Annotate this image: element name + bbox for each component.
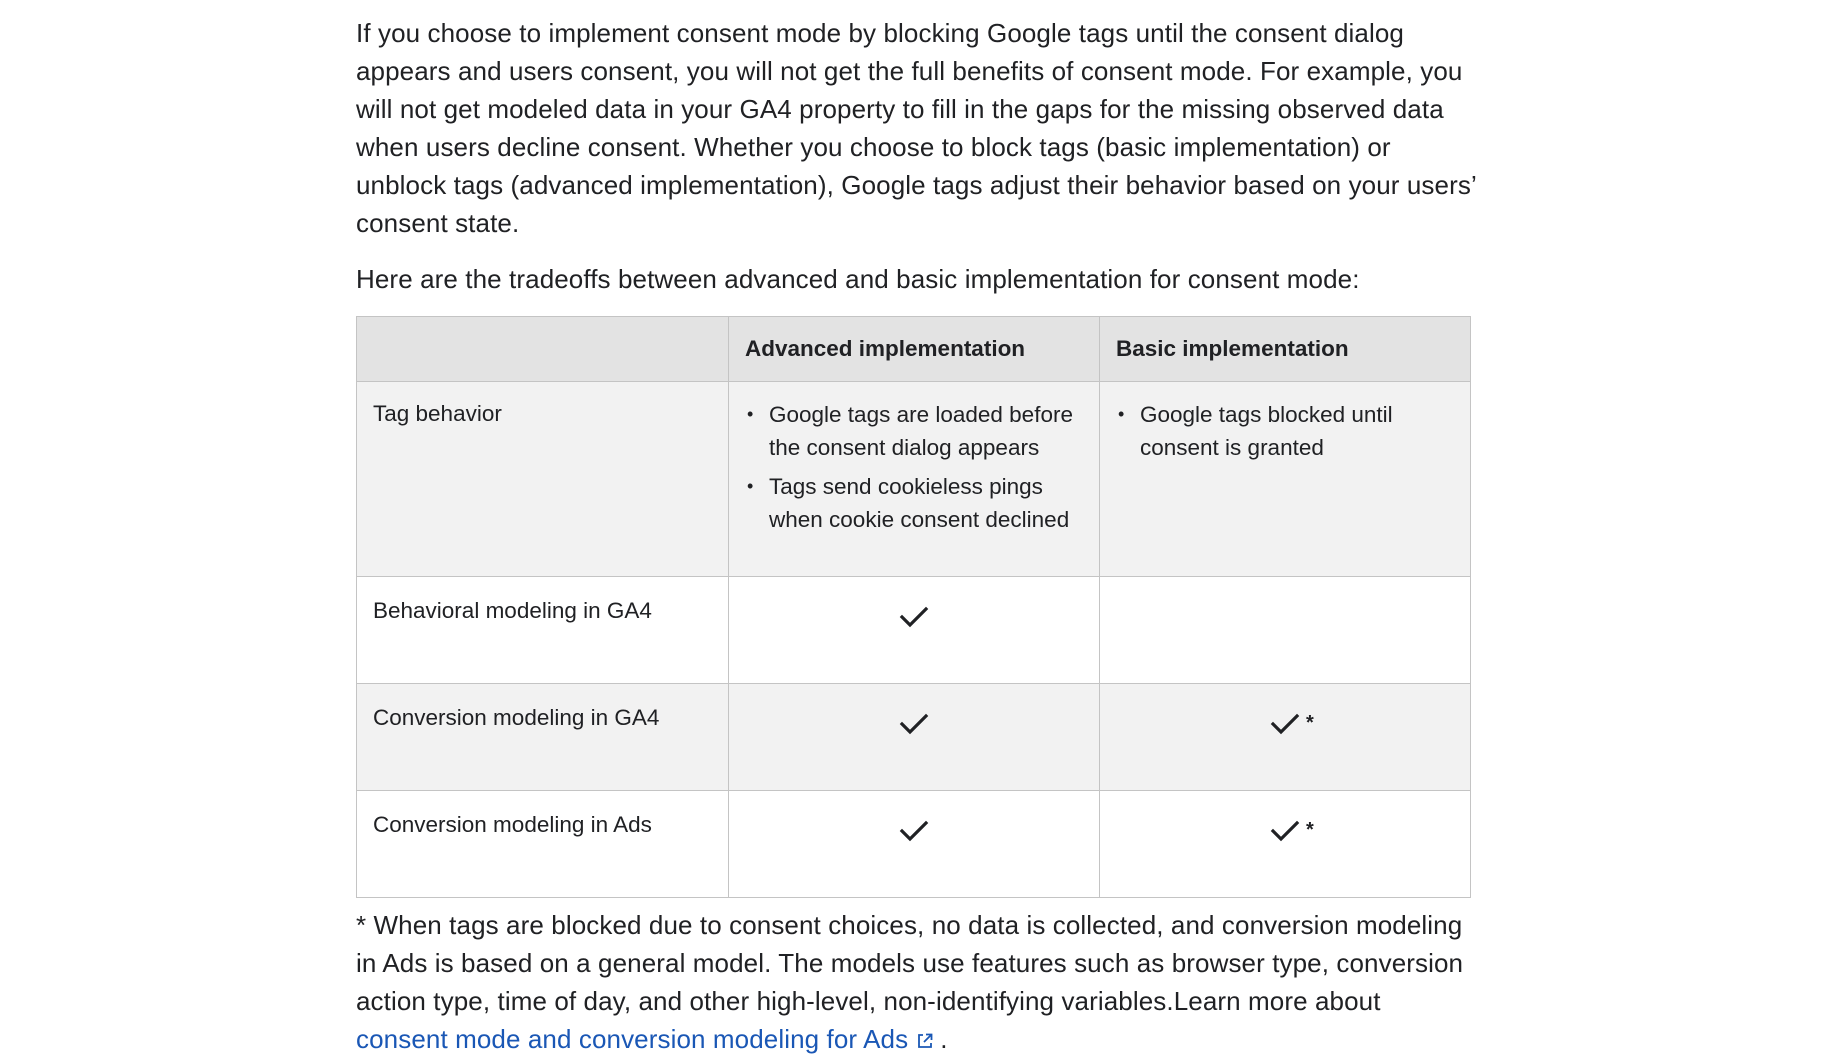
tradeoffs-lead: Here are the tradeoffs between advanced and basic implementation for consent mode: [356, 264, 1360, 294]
row-label-behavioral-modeling: Behavioral modeling in GA4 [357, 577, 729, 684]
advanced-conversion-ads [729, 791, 1100, 898]
header-advanced: Advanced implementation [729, 317, 1100, 382]
article-content [356, 14, 1476, 1060]
checkmark-icon [1270, 819, 1314, 842]
checkmark-icon [1270, 712, 1314, 735]
footnote-period: . [940, 1024, 948, 1054]
basic-conversion-ads [1100, 791, 1471, 898]
tradeoffs-table [356, 316, 1471, 898]
intro-paragraph: If you choose to implement consent mode by blocking Google tags until the consent dialog appears and users consent, you will not get the full benefits of consent mode. For example, you will not get modeled data in your GA4 property to fill in the gaps for the missing observed data when users decline consent. Whether you choose to block tags (basic implementation) or unblock tags (advanced implementation), Google tags adjust their behavior based on your users’ consent state. [356, 18, 1476, 238]
consent-mode-link[interactable] [356, 1024, 940, 1054]
table-row [357, 791, 1471, 898]
row-label-conversion-ads: Conversion modeling in Ads [357, 791, 729, 898]
basic-tag-behavior [1100, 382, 1471, 577]
list-item: • Tags send cookieless pings when cookie consent declined [745, 470, 1083, 536]
consent-mode-link-text: consent mode and conversion modeling for Ads [356, 1024, 909, 1054]
table-row [357, 684, 1471, 791]
table-header-row [357, 317, 1471, 382]
external-link-icon [916, 1022, 934, 1060]
checkmark-icon [899, 820, 929, 842]
advanced-bullets [745, 398, 1083, 536]
footnote [356, 906, 1476, 1060]
row-label-conversion-ga4: Conversion modeling in GA4 [357, 684, 729, 791]
header-basic: Basic implementation [1100, 317, 1471, 382]
checkmark-icon [899, 606, 929, 628]
row-label-tag-behavior: Tag behavior [357, 382, 729, 577]
basic-conversion-ga4 [1100, 684, 1471, 791]
header-empty [357, 317, 729, 382]
table-row [357, 382, 1471, 577]
asterisk-marker: * [1306, 712, 1314, 734]
advanced-behavioral-modeling [729, 577, 1100, 684]
asterisk-marker: * [1306, 819, 1314, 841]
basic-behavioral-modeling [1100, 577, 1471, 684]
list-item: • Google tags are loaded before the consent dialog appears [745, 398, 1083, 464]
basic-bullets [1116, 398, 1454, 464]
advanced-tag-behavior [729, 382, 1100, 577]
footnote-text: * When tags are blocked due to consent choices, no data is collected, and conversion modeling in Ads is based on a general model. The models use features such as browser type, conversion action type, time of day, and other high-level, non-identifying variables.Learn more about [356, 910, 1464, 1016]
list-item: • Google tags blocked until consent is granted [1116, 398, 1454, 464]
checkmark-icon [899, 713, 929, 735]
table-row [357, 577, 1471, 684]
advanced-conversion-ga4 [729, 684, 1100, 791]
